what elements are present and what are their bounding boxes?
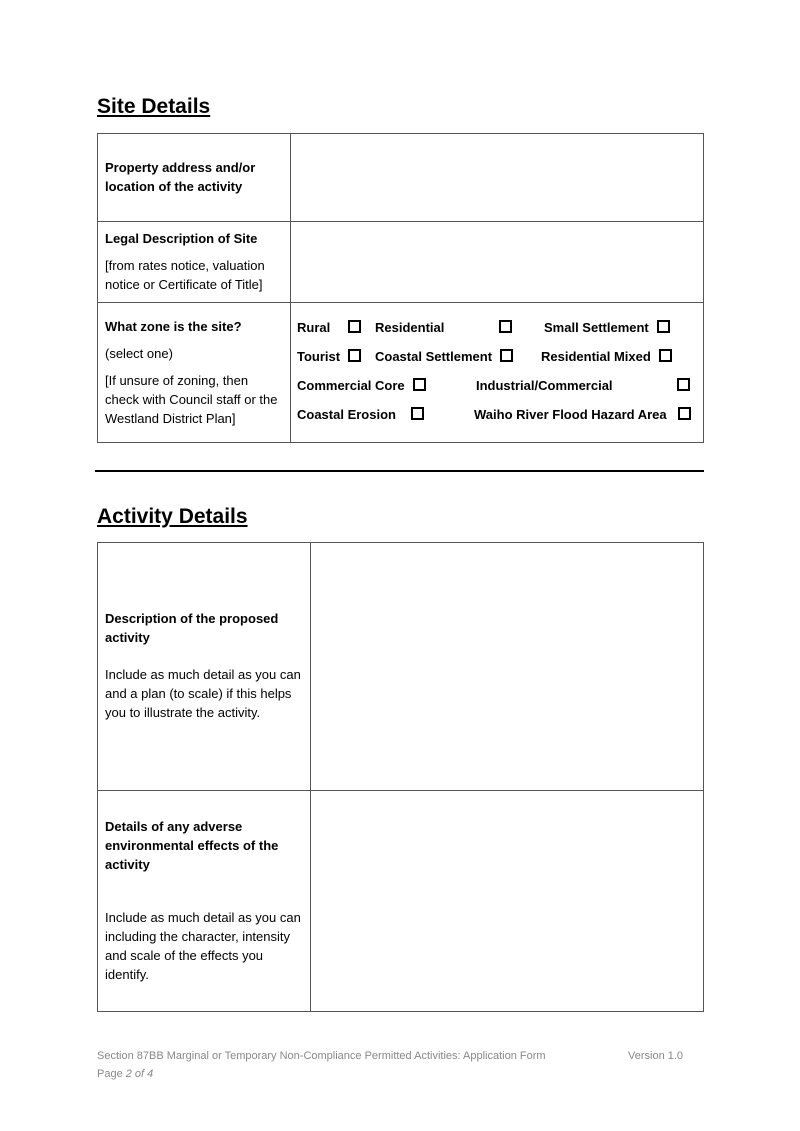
page-of: of bbox=[131, 1068, 148, 1080]
zone-residential-checkbox[interactable] bbox=[499, 320, 512, 333]
description-input-cell[interactable] bbox=[311, 543, 704, 791]
zone-tourist-label: Tourist bbox=[297, 349, 341, 364]
zone-residential-mixed-label: Residential Mixed bbox=[541, 349, 651, 364]
zone-sub: (select one) bbox=[105, 346, 173, 361]
zone-coastal-settlement-checkbox[interactable] bbox=[500, 349, 513, 362]
zone-residential-label: Residential bbox=[375, 320, 445, 335]
zone-small-settlement-checkbox[interactable] bbox=[657, 320, 670, 333]
zone-industrial-commercial-label: Industrial/Commercial bbox=[476, 378, 613, 393]
page-total: 4 bbox=[147, 1068, 154, 1080]
zone-residential-mixed-checkbox[interactable] bbox=[659, 349, 672, 362]
zone-coastal-erosion-checkbox[interactable] bbox=[411, 407, 424, 420]
activity-details-table bbox=[97, 542, 704, 1012]
zone-label-cell bbox=[98, 303, 291, 443]
zone-coastal-erosion-label: Coastal Erosion bbox=[297, 407, 396, 422]
zone-coastal-settlement-label: Coastal Settlement bbox=[375, 349, 493, 364]
zone-tourist-checkbox[interactable] bbox=[348, 349, 361, 362]
activity-details-heading: Activity Details bbox=[97, 505, 248, 528]
zone-commercial-core-label: Commercial Core bbox=[297, 378, 405, 393]
address-label-cell bbox=[98, 134, 291, 222]
legal-label: Legal Description of Site bbox=[105, 231, 258, 246]
description-label: Description of the proposed activity bbox=[105, 611, 279, 645]
zone-note: [If unsure of zoning, then check with Council staff or the Westland District Plan] bbox=[105, 373, 278, 426]
effects-label: Details of any adverse environmental effects of the activity bbox=[105, 819, 279, 872]
zone-label: What zone is the site? bbox=[105, 319, 242, 334]
footer-page-number bbox=[97, 1065, 153, 1083]
description-note: Include as much detail as you can and a plan (to scale) if this helps you to illustrate the activity. bbox=[105, 667, 301, 720]
zone-small-settlement-label: Small Settlement bbox=[544, 320, 649, 335]
legal-input-cell[interactable] bbox=[291, 222, 704, 303]
zone-waiho-river-checkbox[interactable] bbox=[678, 407, 691, 420]
page-current: 2 bbox=[125, 1068, 132, 1080]
section-divider bbox=[95, 470, 704, 472]
legal-note: [from rates notice, valuation notice or Certificate of Title] bbox=[105, 258, 265, 292]
effects-note: Include as much detail as you can including the character, intensity and scale of the effects you identify. bbox=[105, 910, 301, 982]
footer-version: Version 1.0 bbox=[628, 1050, 684, 1062]
page-prefix: Page bbox=[97, 1068, 126, 1080]
description-label-cell bbox=[98, 543, 311, 791]
zone-industrial-commercial-checkbox[interactable] bbox=[677, 378, 690, 391]
zone-rural-checkbox[interactable] bbox=[348, 320, 361, 333]
effects-label-cell bbox=[98, 791, 311, 1012]
address-label: Property address and/or location of the activity bbox=[105, 160, 256, 194]
site-details-heading: Site Details bbox=[97, 95, 211, 118]
legal-label-cell bbox=[98, 222, 291, 303]
site-details-table bbox=[97, 133, 704, 443]
zone-rural-label: Rural bbox=[297, 320, 331, 335]
footer-title: Section 87BB Marginal or Temporary Non-Compliance Permitted Activities: Application Form bbox=[97, 1050, 546, 1062]
zone-waiho-river-label: Waiho River Flood Hazard Area bbox=[474, 407, 667, 422]
effects-input-cell[interactable] bbox=[311, 791, 704, 1012]
address-input-cell[interactable] bbox=[291, 134, 704, 222]
zone-commercial-core-checkbox[interactable] bbox=[413, 378, 426, 391]
